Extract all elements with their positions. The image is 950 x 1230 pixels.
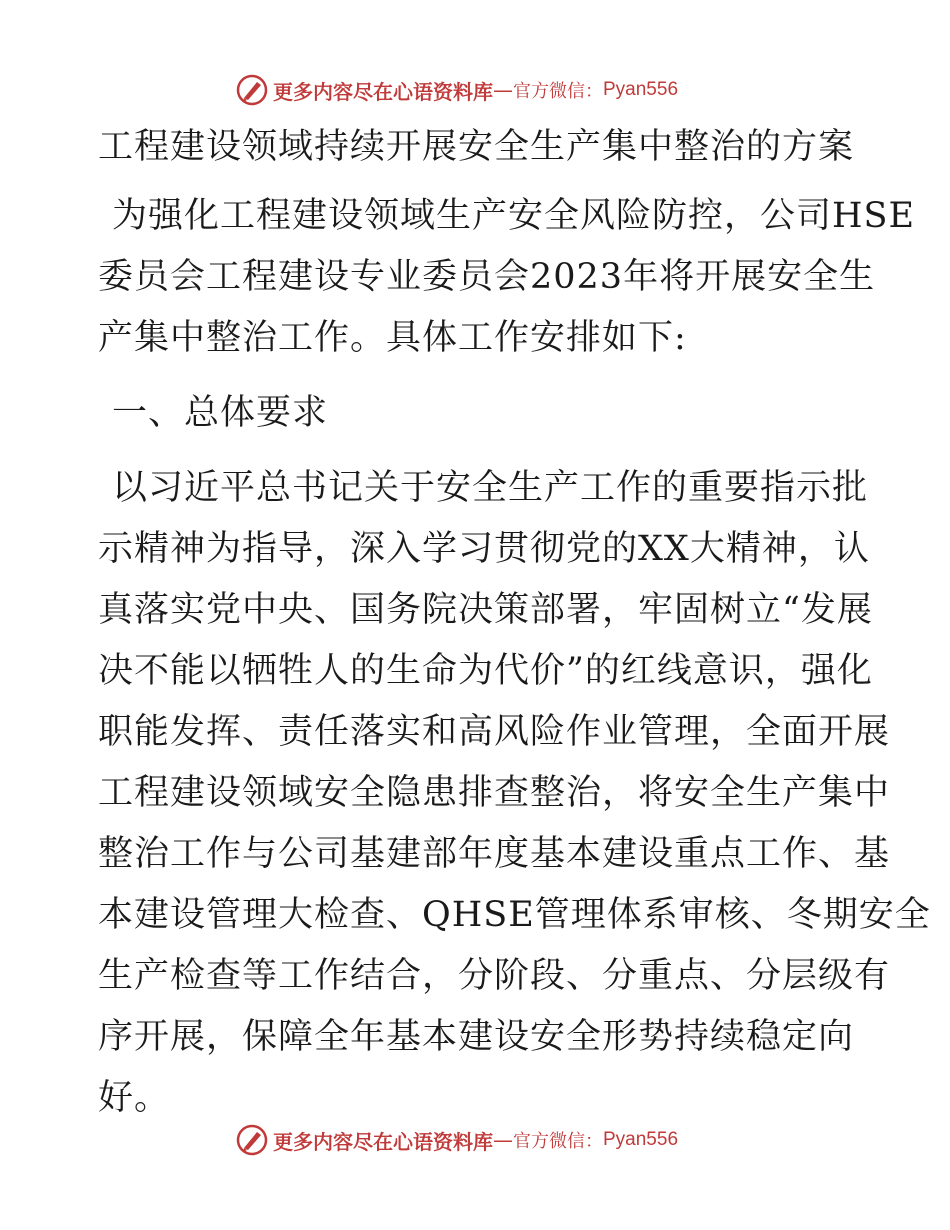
document-title: 工程建设领域持续开展安全生产集中整治的方案 (98, 127, 855, 167)
watermark-wechat-label: 官方微信： (513, 1131, 603, 1152)
pen-circle-logo-icon (235, 73, 269, 107)
body-line: 本建设管理大检查、QHSE管理体系审核、冬期安全 (98, 895, 931, 935)
body-line: 真落实党中央、国务院决策部署，牢固树立“发展 (98, 590, 873, 630)
body-line: 生产检查等工作结合，分阶段、分重点、分层级有 (98, 956, 891, 996)
watermark-wechat-label: 官方微信： (513, 81, 603, 102)
intro-line: 委员会工程建设专业委员会2023年将开展安全生 (98, 257, 876, 297)
body-line: 示精神为指导，深入学习贯彻党的XX大精神，认 (98, 529, 870, 569)
document-body (98, 120, 931, 1129)
body-line: 以习近平总书记关于安全生产工作的重要指示批 (112, 468, 869, 508)
watermark-wechat-id: Pyan556 (603, 79, 679, 100)
intro-line: 产集中整治工作。具体工作安排如下: (98, 318, 687, 358)
watermark-separator: — (493, 78, 513, 102)
watermark-separator: — (493, 1128, 513, 1152)
body-line: 好。 (98, 1078, 171, 1118)
footer-watermark (235, 1122, 678, 1158)
body-line: 决不能以牺牲人的生命为代价”的红线意识，强化 (98, 651, 873, 691)
section-heading: 一、总体要求 (112, 393, 329, 433)
body-line: 整治工作与公司基建部年度基本建设重点工作、基 (98, 834, 891, 874)
watermark-main-text: 更多内容尽在心语资料库 (273, 1129, 493, 1154)
watermark-wechat-id: Pyan556 (603, 1129, 679, 1150)
body-line: 序开展，保障全年基本建设安全形势持续稳定向 (98, 1017, 855, 1057)
header-watermark (235, 72, 678, 108)
body-line: 职能发挥、责任落实和高风险作业管理，全面开展 (98, 712, 891, 752)
watermark-main-text: 更多内容尽在心语资料库 (273, 79, 493, 104)
body-line: 工程建设领域安全隐患排查整治，将安全生产集中 (98, 773, 891, 813)
pen-circle-logo-icon (235, 1123, 269, 1157)
intro-line: 为强化工程建设领域生产安全风险防控，公司HSE (112, 196, 916, 236)
